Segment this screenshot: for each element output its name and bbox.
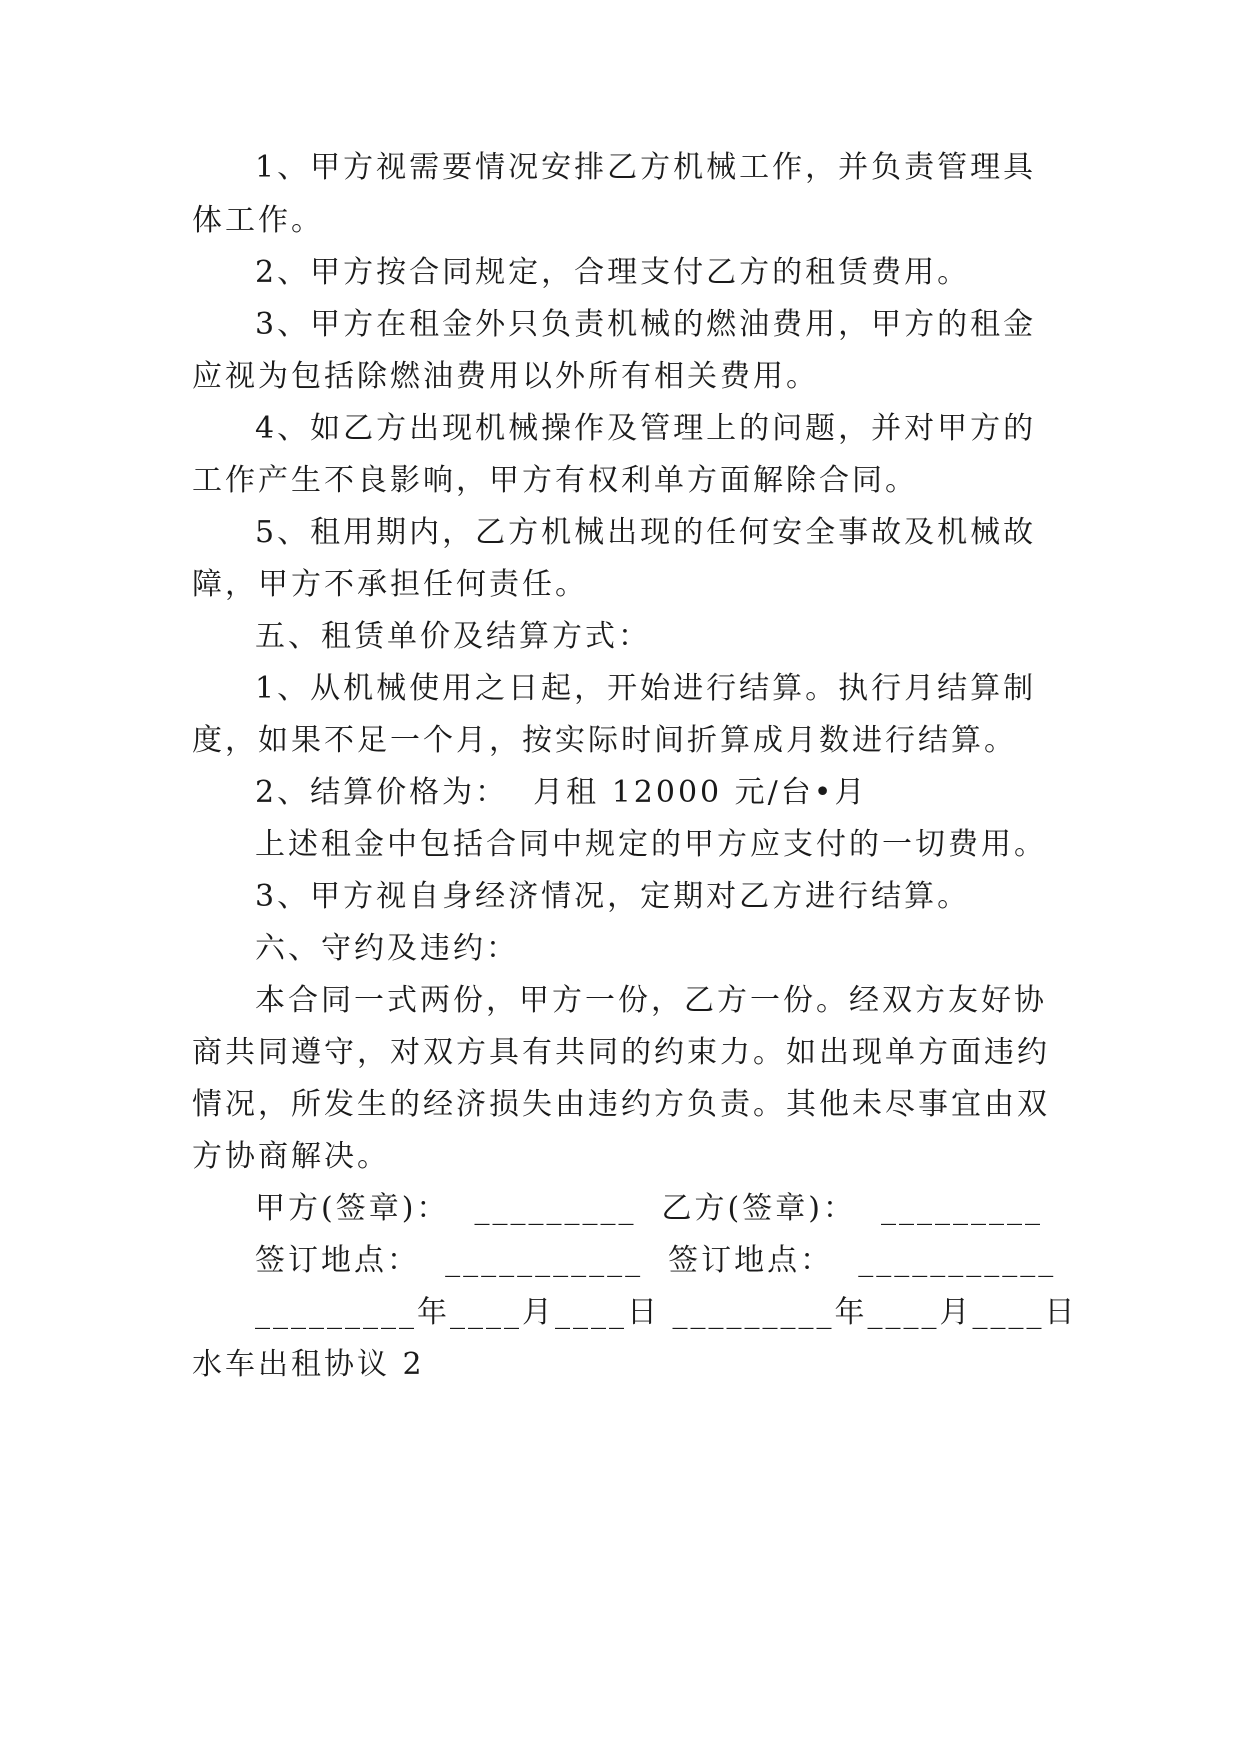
clause-3-line-1: 3、甲方在租金外只负责机械的燃油费用，甲方的租金 [255, 307, 1037, 342]
date-line: _________年____月____日 _________年____月____日 [255, 1295, 1078, 1330]
breach-line-2: 商共同遵守，对双方具有共同的约束力。如出现单方面违约 [192, 1035, 1050, 1070]
clause-3-line-2: 应视为包括除燃油费用以外所有相关费用。 [192, 359, 819, 394]
settlement-2-note: 上述租金中包括合同中规定的甲方应支付的一切费用。 [255, 827, 1047, 862]
settlement-1-line-1: 1、从机械使用之日起，开始进行结算。执行月结算制 [255, 671, 1037, 706]
next-agreement-title: 水车出租协议 2 [192, 1347, 425, 1382]
clause-2-line-1: 2、甲方按合同规定，合理支付乙方的租赁费用。 [255, 255, 971, 290]
breach-line-1: 本合同一式两份，甲方一份，乙方一份。经双方友好协 [255, 983, 1047, 1018]
clause-4-line-2: 工作产生不良影响，甲方有权利单方面解除合同。 [192, 463, 918, 498]
section-5-heading: 五、租赁单价及结算方式： [255, 619, 651, 654]
signature-line: 甲方(签章)： _________ 乙方(签章)： _________ [255, 1191, 1044, 1226]
signing-place-line: 签订地点： ___________ 签订地点： ___________ [255, 1243, 1057, 1278]
clause-1-line-1: 1、甲方视需要情况安排乙方机械工作，并负责管理具 [255, 150, 1037, 185]
breach-line-3: 情况，所发生的经济损失由违约方负责。其他未尽事宜由双 [192, 1087, 1050, 1122]
clause-1-line-2: 体工作。 [192, 203, 324, 238]
settlement-1-line-2: 度，如果不足一个月，按实际时间折算成月数进行结算。 [192, 723, 1017, 758]
clause-4-line-1: 4、如乙方出现机械操作及管理上的问题，并对甲方的 [255, 411, 1037, 446]
clause-5-line-1: 5、租用期内，乙方机械出现的任何安全事故及机械故 [255, 515, 1037, 550]
section-6-heading: 六、守约及违约： [255, 931, 519, 966]
clause-5-line-2: 障，甲方不承担任何责任。 [192, 567, 588, 602]
breach-line-4: 方协商解决。 [192, 1139, 390, 1174]
settlement-3-line-1: 3、甲方视自身经济情况，定期对乙方进行结算。 [255, 879, 971, 914]
settlement-2-price: 2、结算价格为： 月租 12000 元/台•月 [255, 775, 868, 810]
